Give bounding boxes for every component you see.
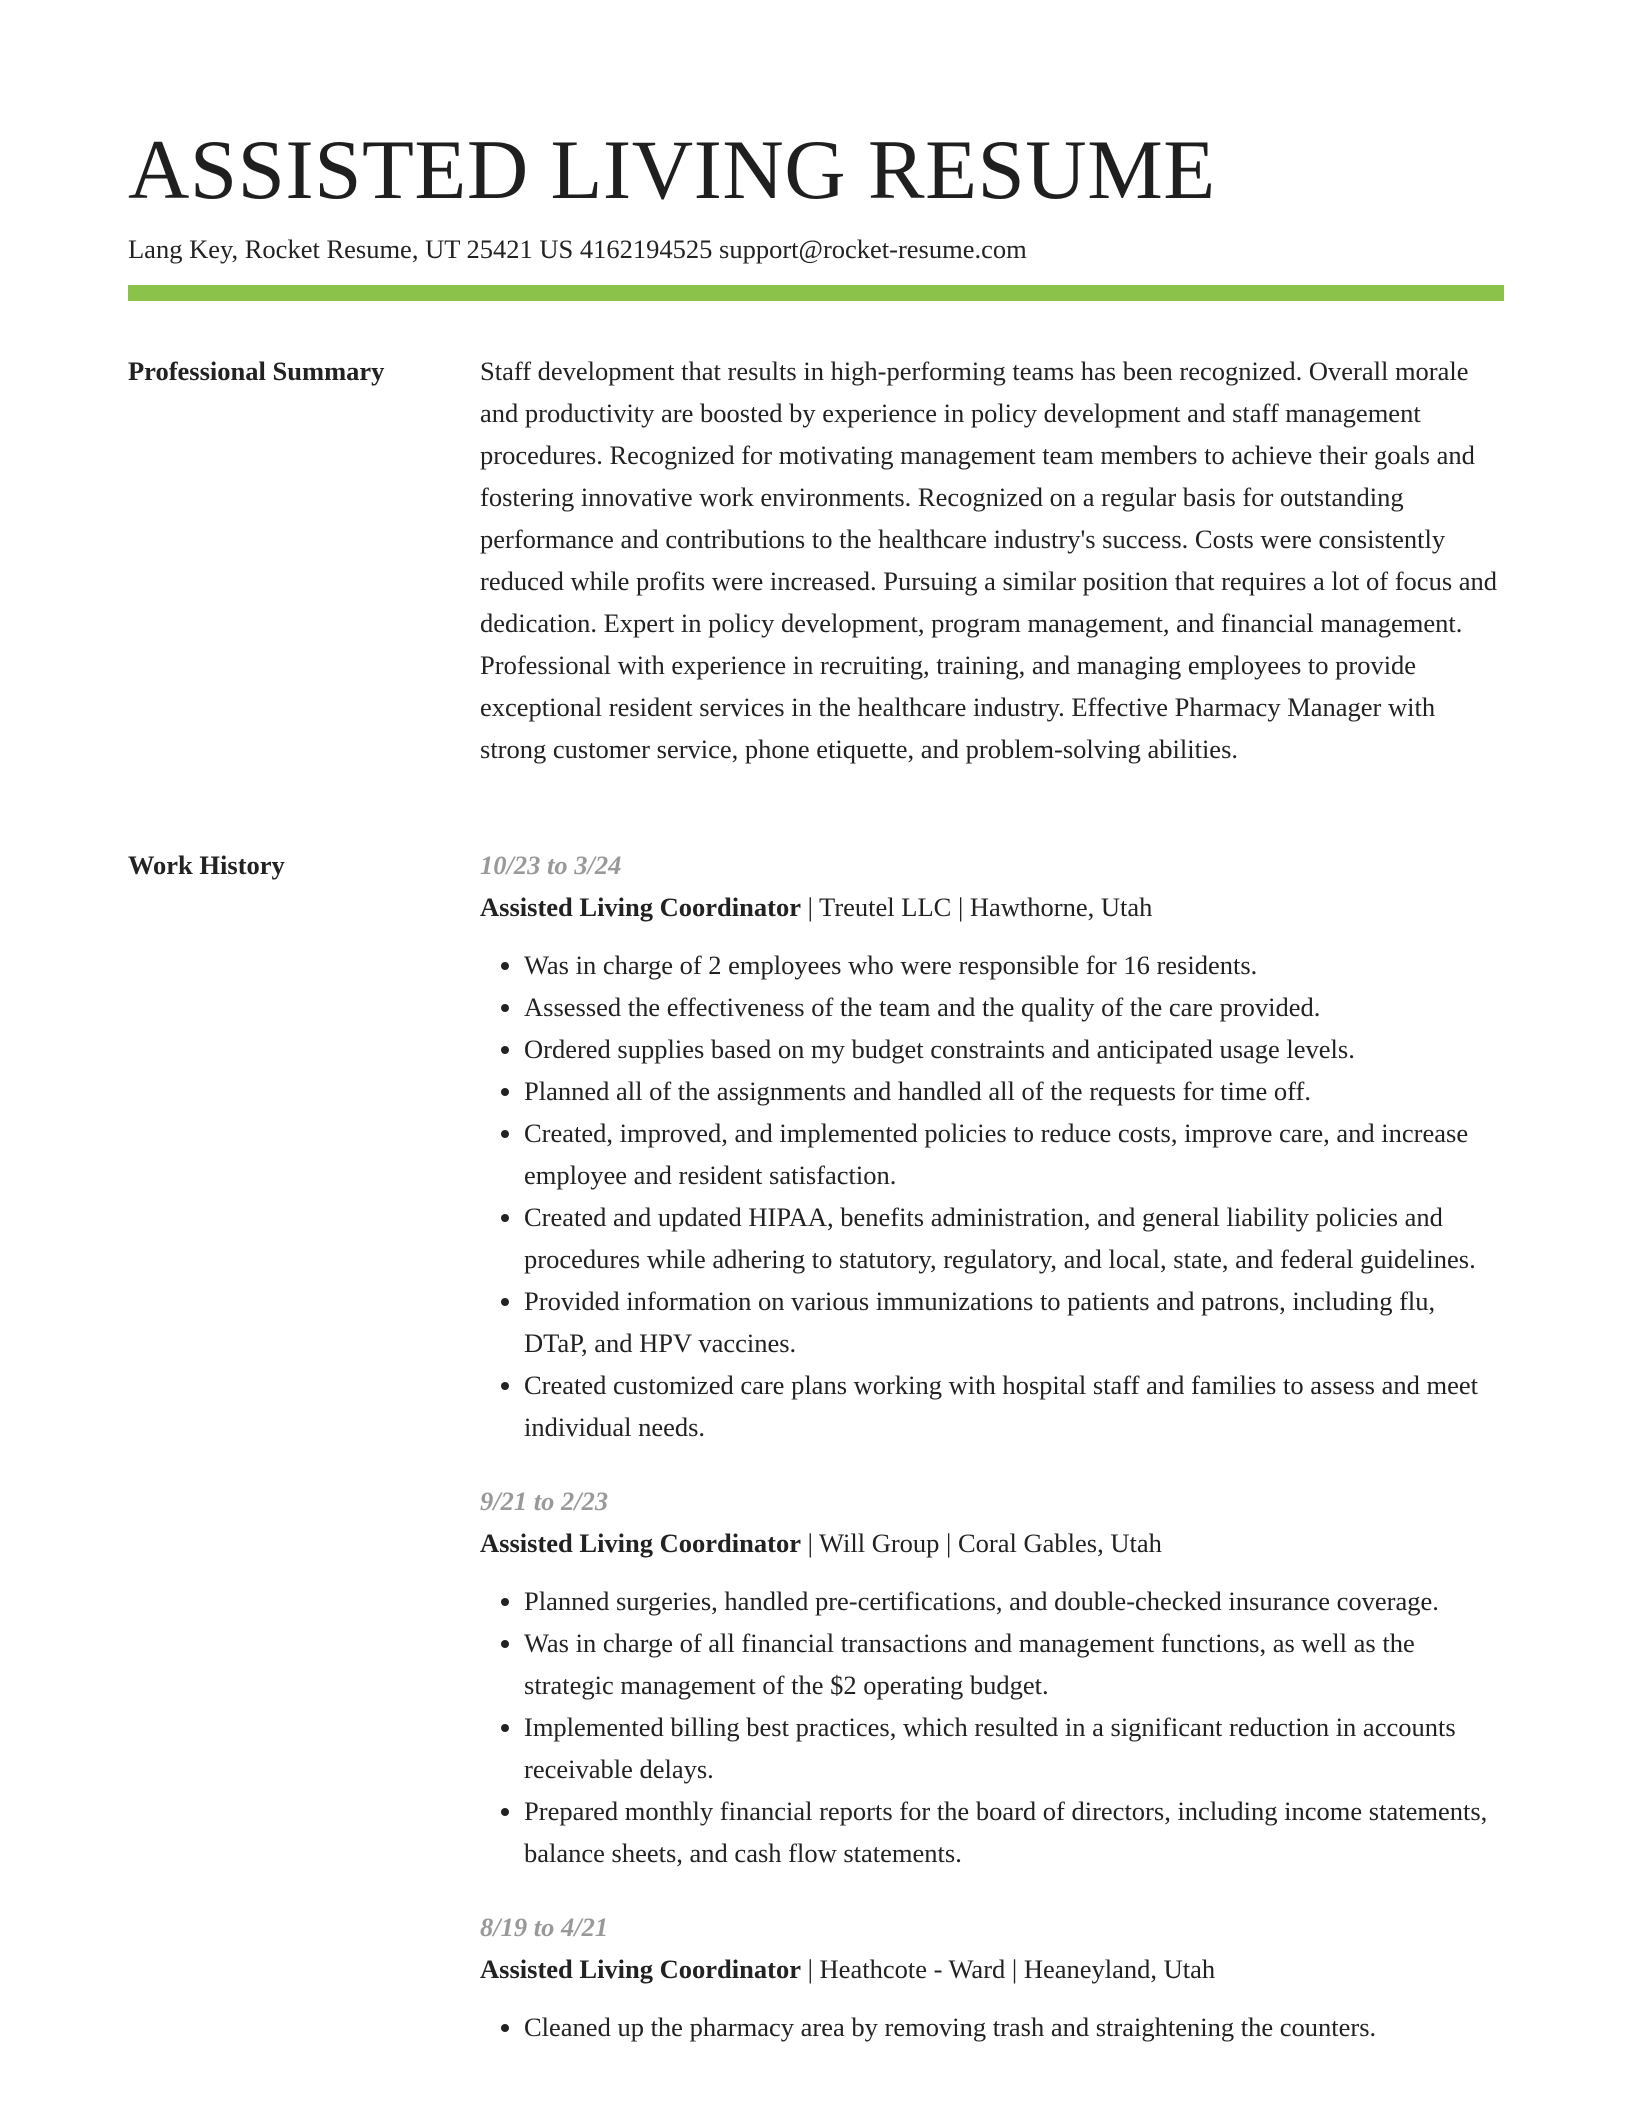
job-heading bbox=[480, 886, 1504, 928]
job-bullet-item: • Prepared monthly financial reports for the board of directors, including income statements, balance sheets, and cash flow statements. bbox=[524, 1790, 1504, 1874]
job-title: Assisted Living Coordinator bbox=[480, 1954, 801, 1984]
job-dates: 10/23 to 3/24 bbox=[480, 850, 622, 880]
job-bullet-list bbox=[480, 2006, 1504, 2048]
job-bullet-item: • Was in charge of all financial transactions and management functions, as well as the strategic management of the $2 operating budget. bbox=[524, 1622, 1504, 1706]
job-title: Assisted Living Coordinator bbox=[480, 892, 801, 922]
professional-summary-body bbox=[480, 350, 1504, 770]
job-bullet-item: • Assessed the effectiveness of the team and the quality of the care provided. bbox=[524, 986, 1504, 1028]
job-title: Assisted Living Coordinator bbox=[480, 1528, 801, 1558]
job-bullet-item: • Provided information on various immunizations to patients and patrons, including flu, DTaP, and HPV vaccines. bbox=[524, 1280, 1504, 1364]
job-heading bbox=[480, 1948, 1504, 1990]
job-bullet-list bbox=[480, 1580, 1504, 1874]
resume-title: ASSISTED LIVING RESUME bbox=[128, 123, 1216, 217]
job-employer-location: | Treutel LLC | Hawthorne, Utah bbox=[800, 892, 1153, 922]
job-dates: 9/21 to 2/23 bbox=[480, 1486, 609, 1516]
job-employer-location: | Heathcote - Ward | Heaneyland, Utah bbox=[800, 1954, 1216, 1984]
job-bullet-item: • Implemented billing best practices, which resulted in a significant reduction in accounts receivable delays. bbox=[524, 1706, 1504, 1790]
contact-line: Lang Key, Rocket Resume, UT 25421 US 4162194525 support@rocket-resume.com bbox=[128, 234, 1027, 264]
job-bullet-item: • Ordered supplies based on my budget constraints and anticipated usage levels. bbox=[524, 1028, 1504, 1070]
job-entry bbox=[480, 1906, 1504, 2048]
job-bullet-item: • Created and updated HIPAA, benefits administration, and general liability policies and procedures while adhering to statutory, regulatory, and local, state, and federal guidelines. bbox=[524, 1196, 1504, 1280]
job-bullet-item: • Created, improved, and implemented policies to reduce costs, improve care, and increase employee and resident satisfaction. bbox=[524, 1112, 1504, 1196]
job-entry bbox=[480, 1480, 1504, 1874]
job-employer-location: | Will Group | Coral Gables, Utah bbox=[800, 1528, 1162, 1558]
job-bullet-item: • Was in charge of 2 employees who were responsible for 16 residents. bbox=[524, 944, 1504, 986]
summary-text: Staff development that results in high-performing teams has been recognized. Overall morale and productivity are boosted by experience in policy development and staff management procedures. Recognized for motivating management team members to achieve their goals and fostering innovative work environments. Recognized on a regular basis for outstanding performance and contributions to the healthcare industry's success. Costs were consistently reduced while profits were increased. Pursuing a similar position that requires a lot of focus and dedication. Expert in policy development, program management, and financial management. Professional with experience in recruiting, training, and managing employees to provide exceptional resident services in the healthcare industry. Effective Pharmacy Manager with strong customer service, phone etiquette, and problem-solving abilities. bbox=[480, 356, 1498, 764]
header-accent-rule bbox=[128, 285, 1504, 301]
job-heading bbox=[480, 1522, 1504, 1564]
section-label-work-history: Work History bbox=[128, 850, 285, 880]
job-bullet-item: • Created customized care plans working with hospital staff and families to assess and meet individual needs. bbox=[524, 1364, 1504, 1448]
job-entry bbox=[480, 844, 1504, 1448]
section-label-professional-summary: Professional Summary bbox=[128, 356, 385, 386]
job-bullet-list bbox=[480, 944, 1504, 1448]
job-bullet-item: • Planned surgeries, handled pre-certifications, and double-checked insurance coverage. bbox=[524, 1580, 1504, 1622]
job-dates: 8/19 to 4/21 bbox=[480, 1912, 609, 1942]
job-bullet-item: • Cleaned up the pharmacy area by removing trash and straightening the counters. bbox=[524, 2006, 1504, 2048]
work-history-body bbox=[480, 844, 1504, 2080]
job-bullet-item: • Planned all of the assignments and handled all of the requests for time off. bbox=[524, 1070, 1504, 1112]
